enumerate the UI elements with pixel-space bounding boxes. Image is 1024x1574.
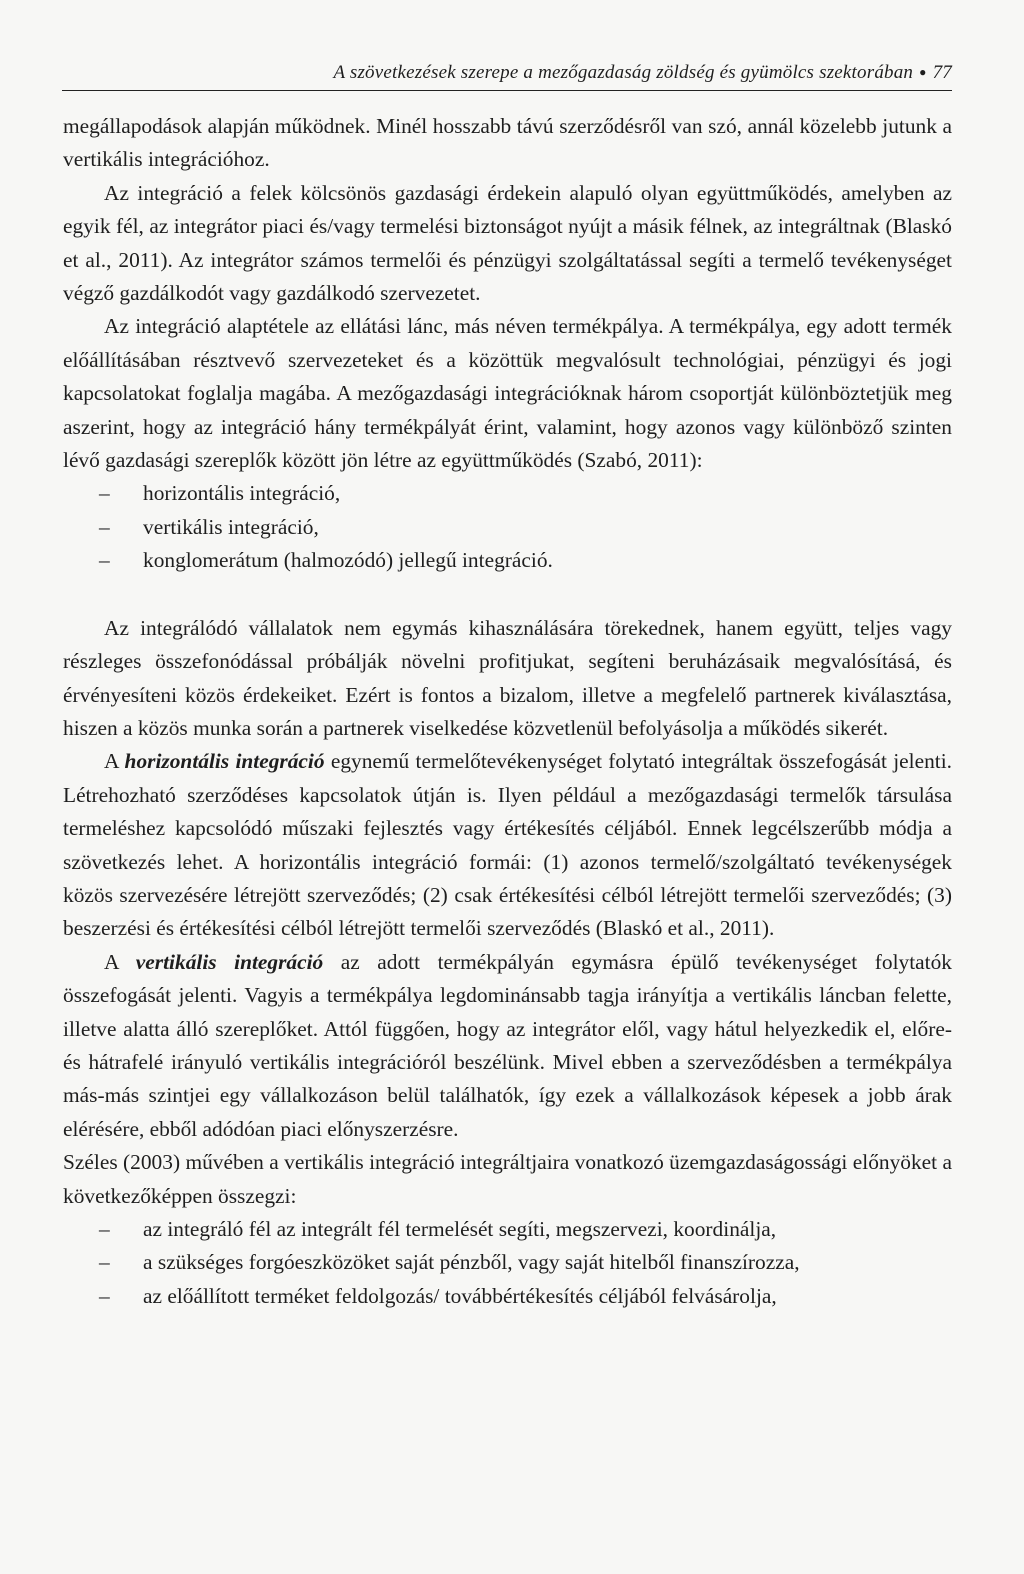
list-item-text: horizontális integráció, <box>143 481 341 506</box>
list-item <box>63 544 952 577</box>
paragraph-text: egynemű termelőtevékenységet folytató integráltak összefogását jelenti. Létrehozható szerződéses kapcsolatok útján is. Ilyen például a mezőgazdasági termelők társulása termeléshez kapcsolódó műszaki fejlesztés vagy értékesítés céljából. Ennek legcélszerűbb módja a szövetkezés lehet. A horizontális integráció formái: (1) azonos termelő/szolgáltató tevékenységek közös szervezésére létrejött szerveződés; (2) csak értékesítési célból létrejött termelői szerveződés; (3) beszerzési és értékesítési célból létrejött termelői szerveződés (Blaskó et al., 2011). <box>63 749 952 941</box>
list-item <box>63 1246 952 1279</box>
term-vertical-integration: vertikális integráció <box>135 949 324 974</box>
integration-types-list <box>63 477 952 577</box>
running-header <box>62 62 952 91</box>
body-text <box>63 110 952 1313</box>
dash-marker: – <box>99 1217 110 1241</box>
running-title: A szövetkezések szerepe a mezőgazdaság zöldség és gyümölcs szektorában <box>333 62 914 83</box>
paragraph-integrating-companies: Az integrálódó vállalatok nem egymás kihasználására törekednek, hanem együtt, teljes vagy részleges összefonódással próbálják növelni profitjukat, segíteni beruházásaik megvalósításá, és érvényesíteni közös érdekeiket. Ezért is fontos a bizalom, illetve a megfelelő partnerek kiválasztása, hiszen a közös munka során a partnerek viselkedése közvetlenül befolyásolja a működés sikerét. <box>63 615 952 740</box>
paragraph-supply-chain: Az integráció alaptétele az ellátási lánc, más néven termékpálya. A termékpálya, egy adott termék előállításában résztvevő szervezeteket és a közöttük megvalósult technológiai, pénzügyi és jogi kapcsolatokat foglalja magába. A mezőgazdasági integrációknak három csoportját különböztetjük meg aszerint, hogy az integráció hány termékpályát érint, valamint, hogy azonos vagy különböző szinten lévő gazdasági szereplők között jön létre az együttműködés (Szabó, 2011): <box>63 314 952 473</box>
paragraph-integration-definition: Az integráció a felek kölcsönös gazdasági érdekein alapuló olyan együttműködés, amelyben az egyik fél, az integrátor piaci és/vagy termelési biztonságot nyújt a másik félnek, az integráltnak (Blaskó et al., 2011). Az integrátor számos termelői és pénzügyi szolgáltatással segíti a termelő tevékenységet végző gazdálkodót vagy gazdálkodó szervezetet. <box>63 180 952 306</box>
vertical-benefits-list <box>63 1213 952 1313</box>
list-item-text: az előállított terméket feldolgozás/ továbbértékesítés céljából felvásárolja, <box>143 1283 777 1308</box>
dash-marker: – <box>99 481 110 506</box>
dash-marker: – <box>99 1283 110 1308</box>
paragraph-horizontal-integration <box>63 745 952 945</box>
page-number: 77 <box>932 62 952 83</box>
dash-marker: – <box>99 548 110 573</box>
list-item <box>63 1213 952 1246</box>
paragraph-vertical-integration <box>63 946 952 1146</box>
paragraph-szeles-summary: Széles (2003) művében a vertikális integráció integráltjaira vonatkozó üzemgazdaságossági előnyöket a következőképpen összegzi: <box>63 1150 952 1208</box>
list-item-text: konglomerátum (halmozódó) jellegű integráció. <box>143 548 553 573</box>
list-item-text: vertikális integráció, <box>143 514 319 539</box>
dash-marker: – <box>99 514 110 539</box>
list-item <box>63 511 952 544</box>
paragraph-text: az adott termékpályán egymásra épülő tevékenységet folytatók összefogását jelenti. Vagyis a termékpálya legdominánsabb tagja irányítja a vertikális láncban felette, illetve alatta álló szereplőket. Attól függően, hogy az integrátor elől, vagy hátul helyezkedik el, előre- és hátrafelé irányuló vertikális integrációról beszélünk. Mivel ebben a szerveződésben a termékpálya más-más szintjei egy vállalkozáson belül találhatók, így ezek a vállalkozások képesek a jobb árak elérésére, ebből adódóan piaci előnyszerzésre. <box>63 949 952 1141</box>
list-item <box>63 1280 952 1313</box>
term-horizontal-integration: horizontális integráció <box>124 749 325 774</box>
bullet-separator: ● <box>919 65 927 79</box>
list-item-text: az integráló fél az integrált fél termelését segíti, megszervezi, koordinálja, <box>143 1217 777 1241</box>
lead-text: A <box>104 949 136 974</box>
dash-marker: – <box>99 1250 110 1275</box>
list-item <box>63 477 952 510</box>
paragraph-continuation: megállapodások alapján működnek. Minél hosszabb távú szerződésről van szó, annál közelebb jutunk a vertikális integrációhoz. <box>63 114 952 172</box>
lead-text: A <box>104 749 125 774</box>
list-item-text: a szükséges forgóeszközöket saját pénzből, vagy saját hitelből finanszírozza, <box>143 1250 800 1275</box>
